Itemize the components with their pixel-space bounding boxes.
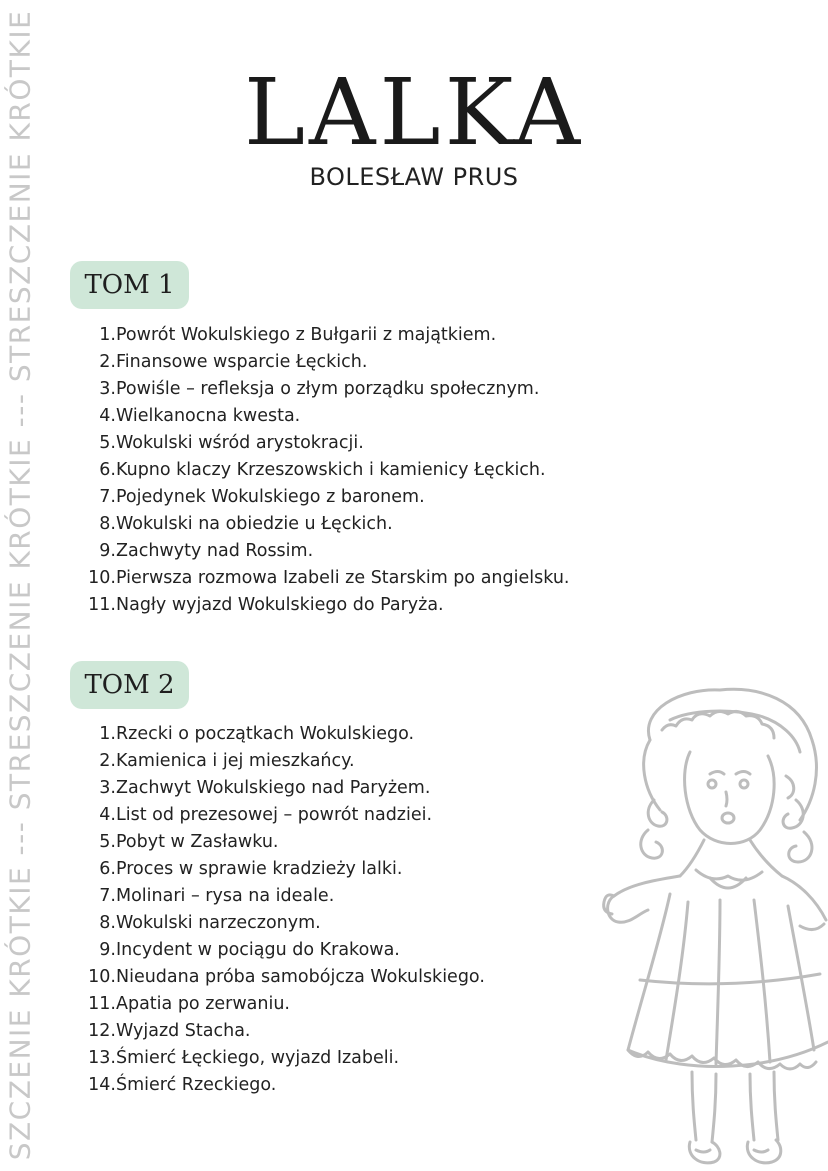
list-item-text: Śmierć Łęckiego, wyjazd Izabeli. xyxy=(116,1048,400,1068)
list-item-number: 3. xyxy=(99,379,116,399)
list-item xyxy=(80,856,485,883)
list-item xyxy=(80,403,569,430)
list-item-text: Pojedynek Wokulskiego z baronem. xyxy=(116,487,425,507)
list-item xyxy=(80,322,569,349)
list-item-number: 2. xyxy=(99,352,116,372)
list-item-text: Śmierć Rzeckiego. xyxy=(116,1075,277,1095)
list-item-text: Powiśle – refleksja o złym porządku społecznym. xyxy=(116,379,540,399)
list-item-number: 11. xyxy=(88,994,116,1014)
list-item-number: 7. xyxy=(99,886,116,906)
list-item-number: 6. xyxy=(99,859,116,879)
list-item xyxy=(80,910,485,937)
list-item-text: Rzecki o początkach Wokulskiego. xyxy=(116,724,415,744)
list-item-text: Pobyt w Zasławku. xyxy=(116,832,279,852)
list-item-text: Powrót Wokulskiego z Bułgarii z majątkiem. xyxy=(116,325,497,345)
list-item-text: Wyjazd Stacha. xyxy=(116,1021,251,1041)
list-item xyxy=(80,1018,485,1045)
list-item xyxy=(80,1045,485,1072)
list-item-text: Molinari – rysa na ideale. xyxy=(116,886,335,906)
list-item-number: 10. xyxy=(88,568,116,588)
list-item-text: Finansowe wsparcie Łęckich. xyxy=(116,352,368,372)
list-item-text: Incydent w pociągu do Krakowa. xyxy=(116,940,400,960)
list-item xyxy=(80,565,569,592)
list-item-number: 4. xyxy=(99,805,116,825)
list-item-number: 10. xyxy=(88,967,116,987)
list-item-text: Kamienica i jej mieszkańcy. xyxy=(116,751,355,771)
list-item xyxy=(80,802,485,829)
list-item-text: List od prezesowej – powrót nadziei. xyxy=(116,805,433,825)
list-item-number: 5. xyxy=(99,433,116,453)
list-item xyxy=(80,376,569,403)
list-item-text: Proces w sprawie kradzieży lalki. xyxy=(116,859,403,879)
list-item-number: 2. xyxy=(99,751,116,771)
list-item-text: Wokulski wśród arystokracji. xyxy=(116,433,364,453)
list-item xyxy=(80,457,569,484)
list-item-text: Apatia po zerwaniu. xyxy=(116,994,290,1014)
list-item-text: Wielkanocna kwesta. xyxy=(116,406,301,426)
list-item xyxy=(80,592,569,619)
list-item-number: 4. xyxy=(99,406,116,426)
author-name: BOLESŁAW PRUS xyxy=(309,163,519,191)
list-item-text: Zachwyt Wokulskiego nad Paryżem. xyxy=(116,778,431,798)
list-item xyxy=(80,430,569,457)
list-item-number: 1. xyxy=(99,325,116,345)
list-item-number: 8. xyxy=(99,514,116,534)
list-item xyxy=(80,484,569,511)
list-item xyxy=(80,964,485,991)
list-item-text: Nieudana próba samobójcza Wokulskiego. xyxy=(116,967,485,987)
list-item-number: 7. xyxy=(99,487,116,507)
tom-1-list xyxy=(80,322,569,619)
list-item-text: Zachwyty nad Rossim. xyxy=(116,541,314,561)
list-item-text: Nagły wyjazd Wokulskiego do Paryża. xyxy=(116,595,444,615)
list-item-number: 3. xyxy=(99,778,116,798)
list-item-number: 1. xyxy=(99,724,116,744)
list-item xyxy=(80,349,569,376)
list-item-number: 12. xyxy=(88,1021,116,1041)
list-item-number: 13. xyxy=(88,1048,116,1068)
list-item xyxy=(80,721,485,748)
section-label-tom-2: TOM 2 xyxy=(70,661,189,709)
tom-2-list xyxy=(80,721,485,1099)
list-item-number: 14. xyxy=(88,1075,116,1095)
list-item-text: Kupno klaczy Krzeszowskich i kamienicy Łęckich. xyxy=(116,460,546,480)
list-item xyxy=(80,538,569,565)
page-title: LALKA xyxy=(243,59,585,166)
list-item xyxy=(80,883,485,910)
list-item-number: 11. xyxy=(88,595,116,615)
list-item-text: Wokulski narzeczonym. xyxy=(116,913,321,933)
list-item xyxy=(80,991,485,1018)
list-item-number: 5. xyxy=(99,832,116,852)
side-vertical-label: SZCZENIE KRÓTKIE --- STRESZCZENIE KRÓTKIE --- STRESZCZENIE KRÓTKIE xyxy=(3,9,37,1161)
list-item xyxy=(80,511,569,538)
list-item-number: 9. xyxy=(99,541,116,561)
list-item xyxy=(80,748,485,775)
list-item-text: Wokulski na obiedzie u Łęckich. xyxy=(116,514,393,534)
list-item xyxy=(80,1072,485,1099)
list-item-number: 8. xyxy=(99,913,116,933)
list-item xyxy=(80,775,485,802)
list-item xyxy=(80,829,485,856)
section-label-tom-1: TOM 1 xyxy=(70,261,189,309)
list-item xyxy=(80,937,485,964)
list-item-text: Pierwsza rozmowa Izabeli ze Starskim po angielsku. xyxy=(116,568,570,588)
list-item-number: 9. xyxy=(99,940,116,960)
list-item-number: 6. xyxy=(99,460,116,480)
doll-illustration xyxy=(600,680,828,1171)
